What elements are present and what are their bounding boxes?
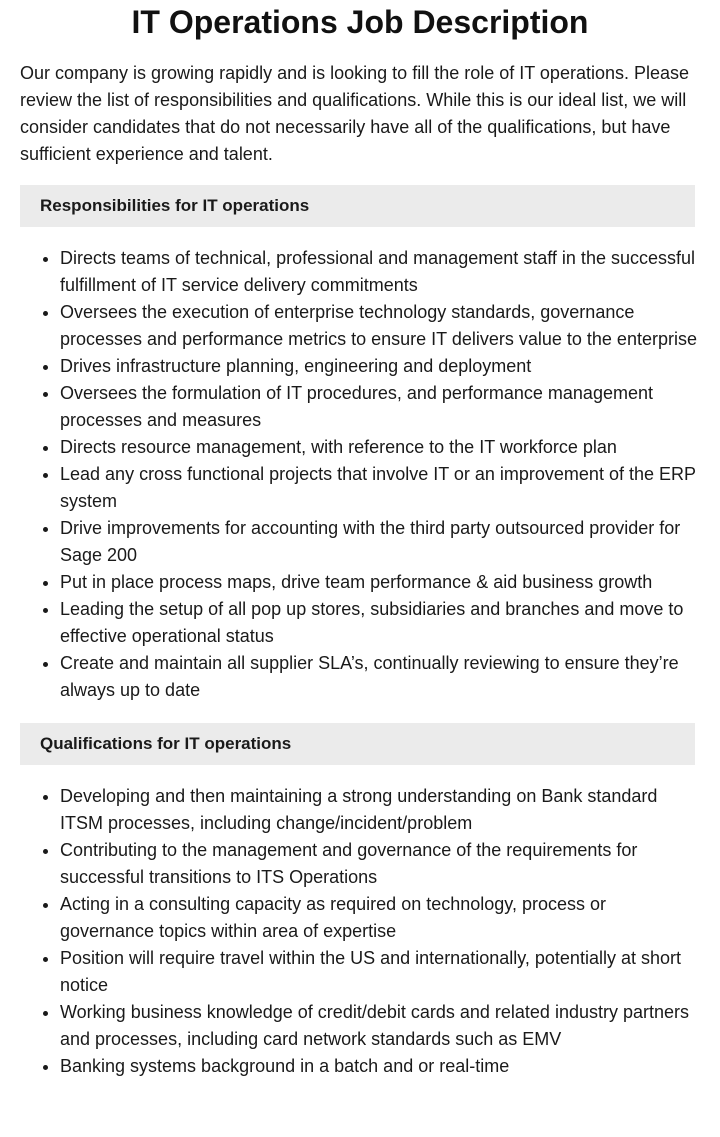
list-item: • Position will require travel within the US and internationally, potentially at short notice xyxy=(60,945,700,999)
list-item: • Put in place process maps, drive team performance & aid business growth xyxy=(60,569,700,596)
list-item: • Lead any cross functional projects that involve IT or an improvement of the ERP system xyxy=(60,461,700,515)
list-item: • Create and maintain all supplier SLA’s, continually reviewing to ensure they’re always up to date xyxy=(60,650,700,704)
list-item: • Contributing to the management and governance of the requirements for successful transitions to ITS Operations xyxy=(60,837,700,891)
list-item: • Drive improvements for accounting with the third party outsourced provider for Sage 200 xyxy=(60,515,700,569)
responsibilities-heading: Responsibilities for IT operations xyxy=(20,185,695,227)
list-item: • Developing and then maintaining a strong understanding on Bank standard ITSM processes, including change/incident/problem xyxy=(60,783,700,837)
list-item: • Working business knowledge of credit/debit cards and related industry partners and processes, including card network standards such as EMV xyxy=(60,999,700,1053)
list-item: • Directs resource management, with reference to the IT workforce plan xyxy=(60,434,700,461)
list-item: • Directs teams of technical, professional and management staff in the successful fulfillment of IT service delivery commitments xyxy=(60,245,700,299)
list-item: • Oversees the formulation of IT procedures, and performance management processes and measures xyxy=(60,380,700,434)
list-item: • Leading the setup of all pop up stores, subsidiaries and branches and move to effective operational status xyxy=(60,596,700,650)
list-item: • Drives infrastructure planning, engineering and deployment xyxy=(60,353,700,380)
qualifications-heading: Qualifications for IT operations xyxy=(20,723,695,765)
intro-paragraph: Our company is growing rapidly and is looking to fill the role of IT operations. Please review the list of responsibilities and qualifications. While this is our ideal list, we will consider candidates that do not necessarily have all of the qualifications, but have sufficient experience and talent. xyxy=(20,63,690,164)
qualifications-list xyxy=(0,783,700,1080)
page-title: IT Operations Job Description xyxy=(131,4,589,40)
responsibilities-list xyxy=(0,245,700,704)
list-item: • Acting in a consulting capacity as required on technology, process or governance topics within area of expertise xyxy=(60,891,700,945)
list-item: • Oversees the execution of enterprise technology standards, governance processes and performance metrics to ensure IT delivers value to the enterprise xyxy=(60,299,700,353)
list-item: • Banking systems background in a batch and or real-time xyxy=(60,1053,700,1080)
